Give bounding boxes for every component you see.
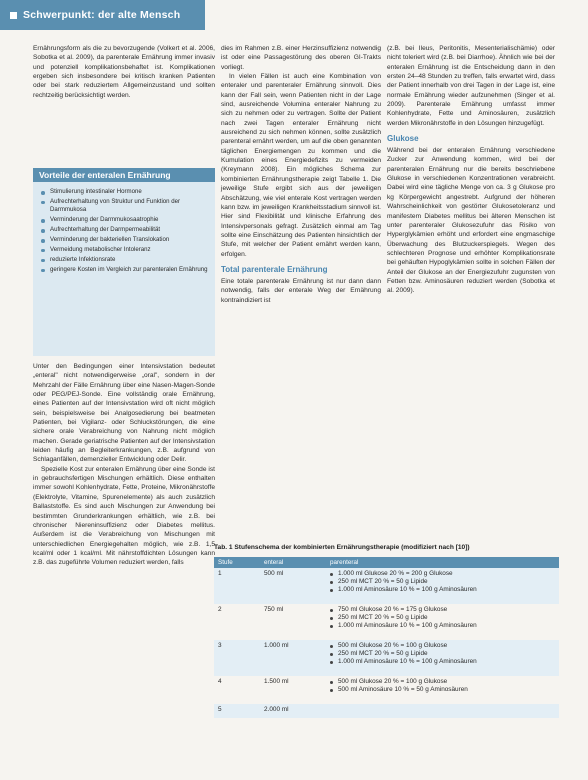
parenteral-item: 250 ml MCT 20 % = 50 g Lipide xyxy=(330,650,555,658)
info-box-item: reduzierte Infektionsrate xyxy=(41,256,209,264)
parenteral-cell xyxy=(326,640,559,676)
column-1 xyxy=(33,44,215,100)
column-3 xyxy=(387,44,555,296)
info-box xyxy=(33,168,215,356)
info-box-item: Verminderung der bakteriellen Translokation xyxy=(41,236,209,244)
stage-cell: 2 xyxy=(214,604,260,640)
enteral-cell: 500 ml xyxy=(260,568,326,604)
parenteral-cell xyxy=(326,568,559,604)
col2-paragraph-1: dies im Rahmen z.B. einer Herzinsuffizienz notwendig ist oder eine Passagestörung des oberen GI-Trakts vorliegt. xyxy=(221,45,381,71)
parenteral-item: 1.000 ml Aminosäure 10 % = 100 g Aminosäuren xyxy=(330,622,555,630)
col3-paragraph-2: Während bei der enteralen Ernährung verschiedene Zucker zur Anwendung kommen, wird bei der parenteralen Ernährung nur die bereits beschriebene Glukose in verschiedenen Konzentrationen verabreicht. Dabei wird eine tägliche Menge von ca. 3 g Glukose pro kg Körpergewicht angestrebt. Aufgrund der höheren Wahrscheinlichkeit von gestörter Glukosetoleranz und manifestem Diabetes mellitus bei älteren Menschen ist unter parenteraler Glukosezufuhr das Risiko von Hyperglykämien erhöht und erfordert eine engmaschige Überwachung des Blutzuckerspiegels. Wegen des schlechteren Prognose und erhöhter Komplikationsrate bei gehäuften Hypoglykämien sollte in solchen Fällen der Anteil der Glukose an der Energiezufuhr zugunsten von Fetten bzw. Aminosäuren reduziert werden (Sobotka et al. 2009). xyxy=(387,147,555,295)
nutrition-table xyxy=(214,557,559,718)
info-box-item: Stimulierung intestinaler Hormone xyxy=(41,188,209,196)
enteral-cell: 1.500 ml xyxy=(260,676,326,704)
parenteral-item: 750 ml Glukose 20 % = 175 g Glukose xyxy=(330,606,555,614)
info-box-item: geringere Kosten im Vergleich zur parenteralen Ernährung xyxy=(41,266,209,274)
table-header-cell: parenteral xyxy=(326,557,559,568)
parenteral-cell xyxy=(326,676,559,704)
enteral-cell: 1.000 ml xyxy=(260,640,326,676)
table-row xyxy=(214,604,559,640)
parenteral-cell xyxy=(326,604,559,640)
parenteral-cell xyxy=(326,704,559,718)
table-row xyxy=(214,568,559,604)
info-box-list xyxy=(33,182,215,274)
enteral-cell: 2.000 ml xyxy=(260,704,326,718)
header-title: Schwerpunkt: der alte Mensch xyxy=(23,9,181,21)
col2-paragraph-3: Eine totale parenterale Ernährung ist nur dann dann notwendig, falls der enterale Weg der Ernährung kontraindiziert ist xyxy=(221,277,381,304)
info-box-item: Aufrechterhaltung der Darmpermeabilität xyxy=(41,226,209,234)
section-header xyxy=(0,0,205,30)
column-1-lower xyxy=(33,362,215,568)
col1-paragraph-1: Ernährungsform als die zu bevorzugende (Volkert et al. 2006, Sobotka et al. 2009), da parenterale Ernährung immer invasiv und potenziell komplikationsbehaftet ist. Komplikationen ergeben sich insbesondere bei kritisch kranken Patienten oder bei stark reduziertem Allgemeinzustand und sollten rechtzeitig berücksichtigt werden. xyxy=(33,45,215,99)
col2-paragraph-2: In vielen Fällen ist auch eine Kombination von enteraler und parenteraler Ernährung sinnvoll. Dies kann der Fall sein, wenn Patienten nicht in der Lage sind, ausreichende Volumina enteraler Nahrung zu sich zu nehmen oder zu vertragen. Sollte der Patient nach zwei Tagen enteraler Ernährung nicht ausreichend zu sich nehmen können, sollte zusätzlich parenteral ernährt werden, um auf die oben genannten täglichen Energiemengen zu kommen und die Kumulation eines Energiedefizits zu vermeiden (Kreymann 2008). Ein mögliches Schema zur kombinierten Ernährungstherapie zeigt Tabelle 1. Die jeweilige Stufe ergibt sich aus der jeweiligen Abschätzung, wie viel enterale Kost vertragen werden kann bzw. im jeweiligen Krankheitsstadium sinnvoll ist. Hier sind Flexibilität und klinische Erfahrung des Intensivpersonals gefragt. Zusätzlich einmal am Tag sollte eine Einschätzung des Patienten hinsichtlich der Stufe, mit welcher der Patient ernährt werden kann, erfolgen. xyxy=(221,73,381,258)
stage-cell: 1 xyxy=(214,568,260,604)
table-row xyxy=(214,640,559,676)
parenteral-item: 500 ml Glukose 20 % = 100 g Glukose xyxy=(330,678,555,686)
enteral-cell: 750 ml xyxy=(260,604,326,640)
column-2 xyxy=(221,44,381,305)
parenteral-item: 500 ml Glukose 20 % = 100 g Glukose xyxy=(330,642,555,650)
parenteral-item: 1.000 ml Aminosäure 10 % = 100 g Aminosäuren xyxy=(330,658,555,666)
info-box-item: Verminderung der Darmmukosaatrophie xyxy=(41,216,209,224)
stage-cell: 5 xyxy=(214,704,260,718)
parenteral-item: 250 ml MCT 20 % = 50 g Lipide xyxy=(330,578,555,586)
table-row xyxy=(214,676,559,704)
table-header-cell: enteral xyxy=(260,557,326,568)
nutrition-table-block xyxy=(214,543,559,718)
info-box-item: Vermeidung metabolischer Intoleranz xyxy=(41,246,209,254)
info-box-title: Vorteile der enteralen Ernährung xyxy=(33,168,215,182)
col3-paragraph-1: (z.B. bei Ileus, Peritonitis, Mesenterialischämie) oder nicht toleriert wird (z.B. bei Diarrhoe). Ähnlich wie bei der enteralen Ernährung ist die Entscheidung dann in den ersten 24–48 Stunden zu treffen, falls erwartet wird, dass der Patient innerhalb von drei Tagen in der Lage ist, eine normale Ernährung wieder aufzunehmen (Singer et al. 2009). Parenterale Ernährung umfasst immer Kohlenhydrate, Fette und Aminosäuren, zusätzlich werden Mikronährstoffe in den Lösungen hinzugefügt. xyxy=(387,45,555,127)
col1-paragraph-2: Unter den Bedingungen einer Intensivstation bedeutet „enteral" nicht notwendigerweise „oral", sondern in der Mehrzahl der Fälle Ernährung über eine Nasen-Magen-Sonde oder PEG/PEJ-Sonde. Eine vollständig orale Ernährung, eines Patienten auf der Intensivstation wird oft nicht möglich sein, beispielsweise bei Analgosedierung bei beatmeten Patienten, bei Vigilanz- oder Schluckstörungen, die eine sichere orale Verabreichung von Nahrung nicht möglich machen. Gerade geriatrische Patienten auf der Intensivstation leiden häufig an Begleiterkrankungen, z.B. aufgrund von Schlaganfällen, demenzieller Entwicklung oder Delir. xyxy=(33,363,215,464)
parenteral-item: 500 ml Aminosäure 10 % = 50 g Aminosäuren xyxy=(330,686,555,694)
header-square-icon xyxy=(10,12,17,19)
info-box-item: Aufrechterhaltung von Struktur und Funktion der Darmmukosa xyxy=(41,198,209,215)
table-caption: Tab. 1 Stufenschema der kombinierten Ernährungstherapie (modifiziert nach [10]) xyxy=(214,544,470,551)
table-header-row xyxy=(214,557,559,568)
parenteral-item: 1.000 ml Aminosäure 10 % = 100 g Aminosäuren xyxy=(330,586,555,594)
table-header-cell: Stufe xyxy=(214,557,260,568)
col3-subheading: Glukose xyxy=(387,134,419,144)
col2-subheading: Total parenterale Ernährung xyxy=(221,264,328,274)
parenteral-item: 250 ml MCT 20 % = 50 g Lipide xyxy=(330,614,555,622)
parenteral-item: 1.000 ml Glukose 20 % = 200 g Glukose xyxy=(330,570,555,578)
col1-paragraph-3: Spezielle Kost zur enteralen Ernährung über eine Sonde ist in gebrauchsfertigen Mischungen erhältlich. Diese enthalten immer sowohl Kohlenhydrate, Fette, Proteine, Mikronährstoffe (Elektrolyte, Vitamine, Spurenelemente) als auch zusätzlich Ballaststoffe. Es sind auch Mischungen zur Anwendung bei bestimmten Grunderkrankungen erhältlich, wie z.B. bei chronischer Niereninsuffizienz oder Diabetes mellitus. Außerdem ist die Verabreichung von Mischungen mit unterschiedlichen Energiegehalten möglich, wie z.B. 1,5 kcal/ml oder 1 kcal/ml. Mit nährstoffdichten Lösungen kann z.B. das zugeführte Volumen reduziert werden, falls xyxy=(33,465,215,567)
stage-cell: 4 xyxy=(214,676,260,704)
stage-cell: 3 xyxy=(214,640,260,676)
table-row xyxy=(214,704,559,718)
